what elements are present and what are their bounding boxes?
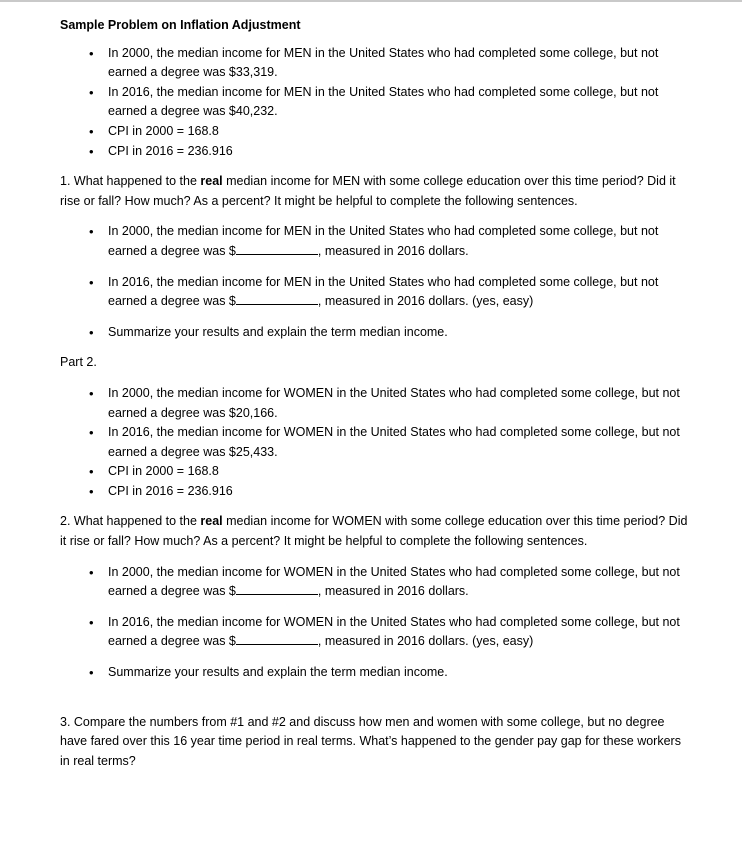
list-item: • CPI in 2000 = 168.8 <box>60 122 690 142</box>
part-2-label: Part 2. <box>60 355 97 370</box>
list-item: • CPI in 2016 = 236.916 <box>60 482 690 502</box>
question-3: 3. Compare the numbers from #1 and #2 and discuss how men and women with some college, but no degree have fared over this 16 year time period in real terms. What’s happened to the gender pay gap for these workers in real terms? <box>60 714 681 768</box>
list-item: • Summarize your results and explain the term median income. <box>60 323 690 343</box>
answer-blank[interactable] <box>236 582 318 595</box>
answer-blank[interactable] <box>236 632 318 645</box>
women-facts-list <box>60 384 690 502</box>
list-item: • In 2000, the median income for MEN in the United States who had completed some college, but not earned a degree was $33,319. <box>60 44 690 83</box>
list-item: • CPI in 2000 = 168.8 <box>60 462 690 482</box>
list-item: • In 2016, the median income for MEN in the United States who had completed some college, but not earned a degree was $40,232. <box>60 83 690 122</box>
answer-blank[interactable] <box>236 242 318 255</box>
women-sentences-list <box>60 563 690 683</box>
list-item: • In 2000, the median income for WOMEN in the United States who had completed some college, but not earned a degree was $ , measured in 2016 dollars. <box>60 563 690 602</box>
list-item: • Summarize your results and explain the term median income. <box>60 663 690 683</box>
list-item: • In 2016, the median income for WOMEN in the United States who had completed some college, but not earned a degree was $ , measured in 2016 dollars. (yes, easy) <box>60 613 690 652</box>
answer-blank[interactable] <box>236 292 318 305</box>
page-top-border <box>0 0 742 2</box>
list-item: • CPI in 2016 = 236.916 <box>60 142 690 162</box>
question-2: 2. What happened to the real median income for WOMEN with some college education over this time period? Did it rise or fall? How much? As a percent? It might be helpful to complete the following sentences. <box>60 514 688 549</box>
document-page <box>60 16 690 771</box>
men-facts-list <box>60 44 690 162</box>
men-sentences-list <box>60 222 690 342</box>
list-item: • In 2000, the median income for MEN in the United States who had completed some college, but not earned a degree was $ , measured in 2016 dollars. <box>60 222 690 261</box>
list-item: • In 2000, the median income for WOMEN in the United States who had completed some college, but not earned a degree was $20,166. <box>60 384 690 423</box>
list-item: • In 2016, the median income for MEN in the United States who had completed some college, but not earned a degree was $ , measured in 2016 dollars. (yes, easy) <box>60 273 690 312</box>
list-item: • In 2016, the median income for WOMEN in the United States who had completed some college, but not earned a degree was $25,433. <box>60 423 690 462</box>
document-title: Sample Problem on Inflation Adjustment <box>60 18 301 32</box>
question-1: 1. What happened to the real median income for MEN with some college education over this time period? Did it rise or fall? How much? As a percent? It might be helpful to complete the following sentences. <box>60 174 676 208</box>
